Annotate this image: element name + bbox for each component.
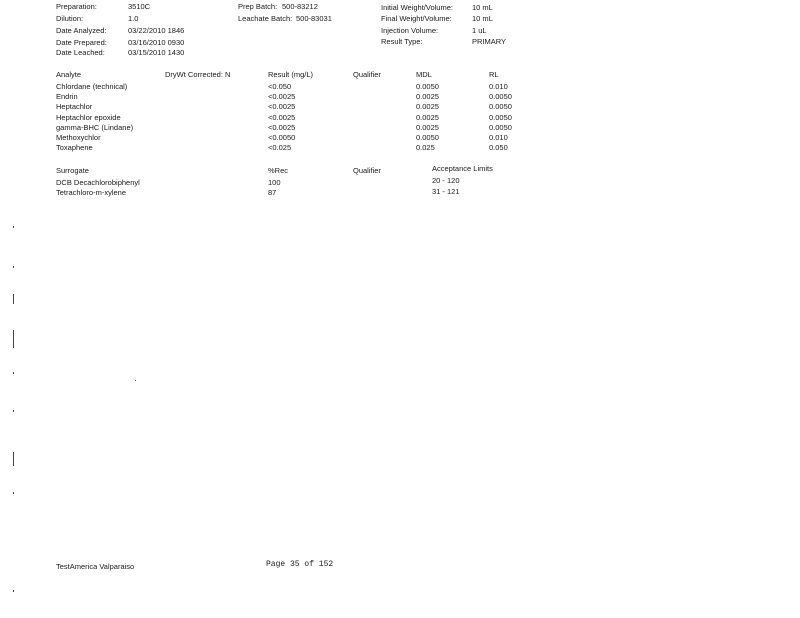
lab-name: TestAmerica Valparaiso — [56, 562, 135, 571]
label-injection-volume: Injection Volume: — [381, 26, 439, 35]
col-header-result: Result (mg/L) — [268, 70, 314, 79]
surrogate-name: DCB Decachlorobiphenyl — [56, 178, 140, 187]
label-date-leached: Date Leached: — [56, 48, 105, 57]
analyte-mdl: 0.025 — [416, 143, 435, 152]
label-date-prepared: Date Prepared: — [56, 38, 107, 47]
value-date-prepared: 03/16/2010 0930 — [128, 38, 185, 47]
scan-speck — [13, 372, 14, 374]
label-prep-batch: Prep Batch: — [238, 2, 278, 11]
analyte-result: <0.0025 — [268, 123, 296, 132]
col-header-rec: %Rec — [268, 166, 289, 175]
page-number: Page 35 of 152 — [266, 560, 334, 569]
value-injection-volume: 1 uL — [472, 26, 487, 35]
analyte-result: <0.0025 — [268, 92, 296, 101]
value-initial-weight: 10 mL — [472, 3, 493, 12]
label-result-type: Result Type: — [381, 37, 423, 46]
label-date-analyzed: Date Analyzed: — [56, 26, 107, 35]
value-date-leached: 03/15/2010 1430 — [128, 48, 185, 57]
surrogate-limits: 31 - 121 — [432, 187, 460, 196]
analyte-name: Heptachlor epoxide — [56, 113, 121, 122]
col-header-acceptance-limits: Acceptance Limits — [432, 164, 493, 173]
analyte-rl: 0.010 — [489, 133, 508, 142]
value-result-type: PRIMARY — [472, 37, 507, 46]
label-leachate-batch: Leachate Batch: — [238, 14, 293, 23]
col-header-mdl: MDL — [416, 70, 432, 79]
scan-speck — [13, 330, 14, 348]
analyte-name: Endrin — [56, 92, 78, 101]
label-initial-weight: Initial Weight/Volume: — [381, 3, 453, 12]
value-prep-batch: 500-83212 — [282, 2, 318, 11]
analyte-rl: 0.0050 — [489, 113, 512, 122]
analyte-rl: 0.010 — [489, 82, 508, 91]
analyte-result: <0.0050 — [268, 133, 296, 142]
analyte-mdl: 0.0050 — [416, 133, 439, 142]
value-date-analyzed: 03/22/2010 1846 — [128, 26, 185, 35]
label-preparation: Preparation: — [56, 2, 97, 11]
col-header-rl: RL — [489, 70, 499, 79]
surrogate-rec: 100 — [268, 178, 281, 187]
analyte-result: <0.025 — [268, 143, 292, 152]
scan-speck — [13, 492, 14, 494]
analyte-result: <0.0025 — [268, 113, 296, 122]
surrogate-rec: 87 — [268, 188, 277, 197]
analyte-result: <0.050 — [268, 82, 292, 91]
analyte-mdl: 0.0025 — [416, 123, 439, 132]
analyte-mdl: 0.0025 — [416, 92, 439, 101]
surrogate-name: Tetrachloro-m-xylene — [56, 188, 127, 197]
scan-speck — [13, 294, 14, 304]
value-leachate-batch: 500-83031 — [296, 14, 332, 23]
analyte-rl: 0.0050 — [489, 92, 512, 101]
value-preparation: 3510C — [128, 2, 151, 11]
value-dilution: 1.0 — [128, 14, 139, 23]
scan-speck — [13, 410, 14, 412]
col-header-surrogate-qualifier: Qualifier — [353, 166, 381, 175]
surrogate-limits: 20 - 120 — [432, 176, 460, 185]
analyte-mdl: 0.0025 — [416, 102, 439, 111]
col-header-dry-weight: DryWt Corrected: N — [165, 70, 231, 79]
analyte-name: Heptachlor — [56, 102, 93, 111]
analyte-name: Toxaphene — [56, 143, 93, 152]
label-final-weight: Final Weight/Volume: — [381, 14, 452, 23]
analyte-rl: 0.050 — [489, 143, 508, 152]
analyte-name: Methoxychlor — [56, 133, 101, 142]
scan-speck — [13, 266, 14, 268]
col-header-surrogate: Surrogate — [56, 166, 89, 175]
analyte-name: gamma-BHC (Lindane) — [56, 123, 134, 132]
col-header-qualifier: Qualifier — [353, 70, 381, 79]
analyte-name: Chlordane (technical) — [56, 82, 128, 91]
scan-speck — [13, 590, 14, 592]
analyte-mdl: 0.0025 — [416, 113, 439, 122]
col-header-analyte: Analyte — [56, 70, 82, 79]
analyte-mdl: 0.0050 — [416, 82, 439, 91]
analyte-rl: 0.0050 — [489, 123, 512, 132]
label-dilution: Dilution: — [56, 14, 84, 23]
scan-speck — [13, 226, 14, 228]
scan-speck — [13, 452, 14, 466]
analyte-rl: 0.0050 — [489, 102, 512, 111]
scan-speck — [135, 380, 136, 381]
analyte-result: <0.0025 — [268, 102, 296, 111]
value-final-weight: 10 mL — [472, 14, 493, 23]
